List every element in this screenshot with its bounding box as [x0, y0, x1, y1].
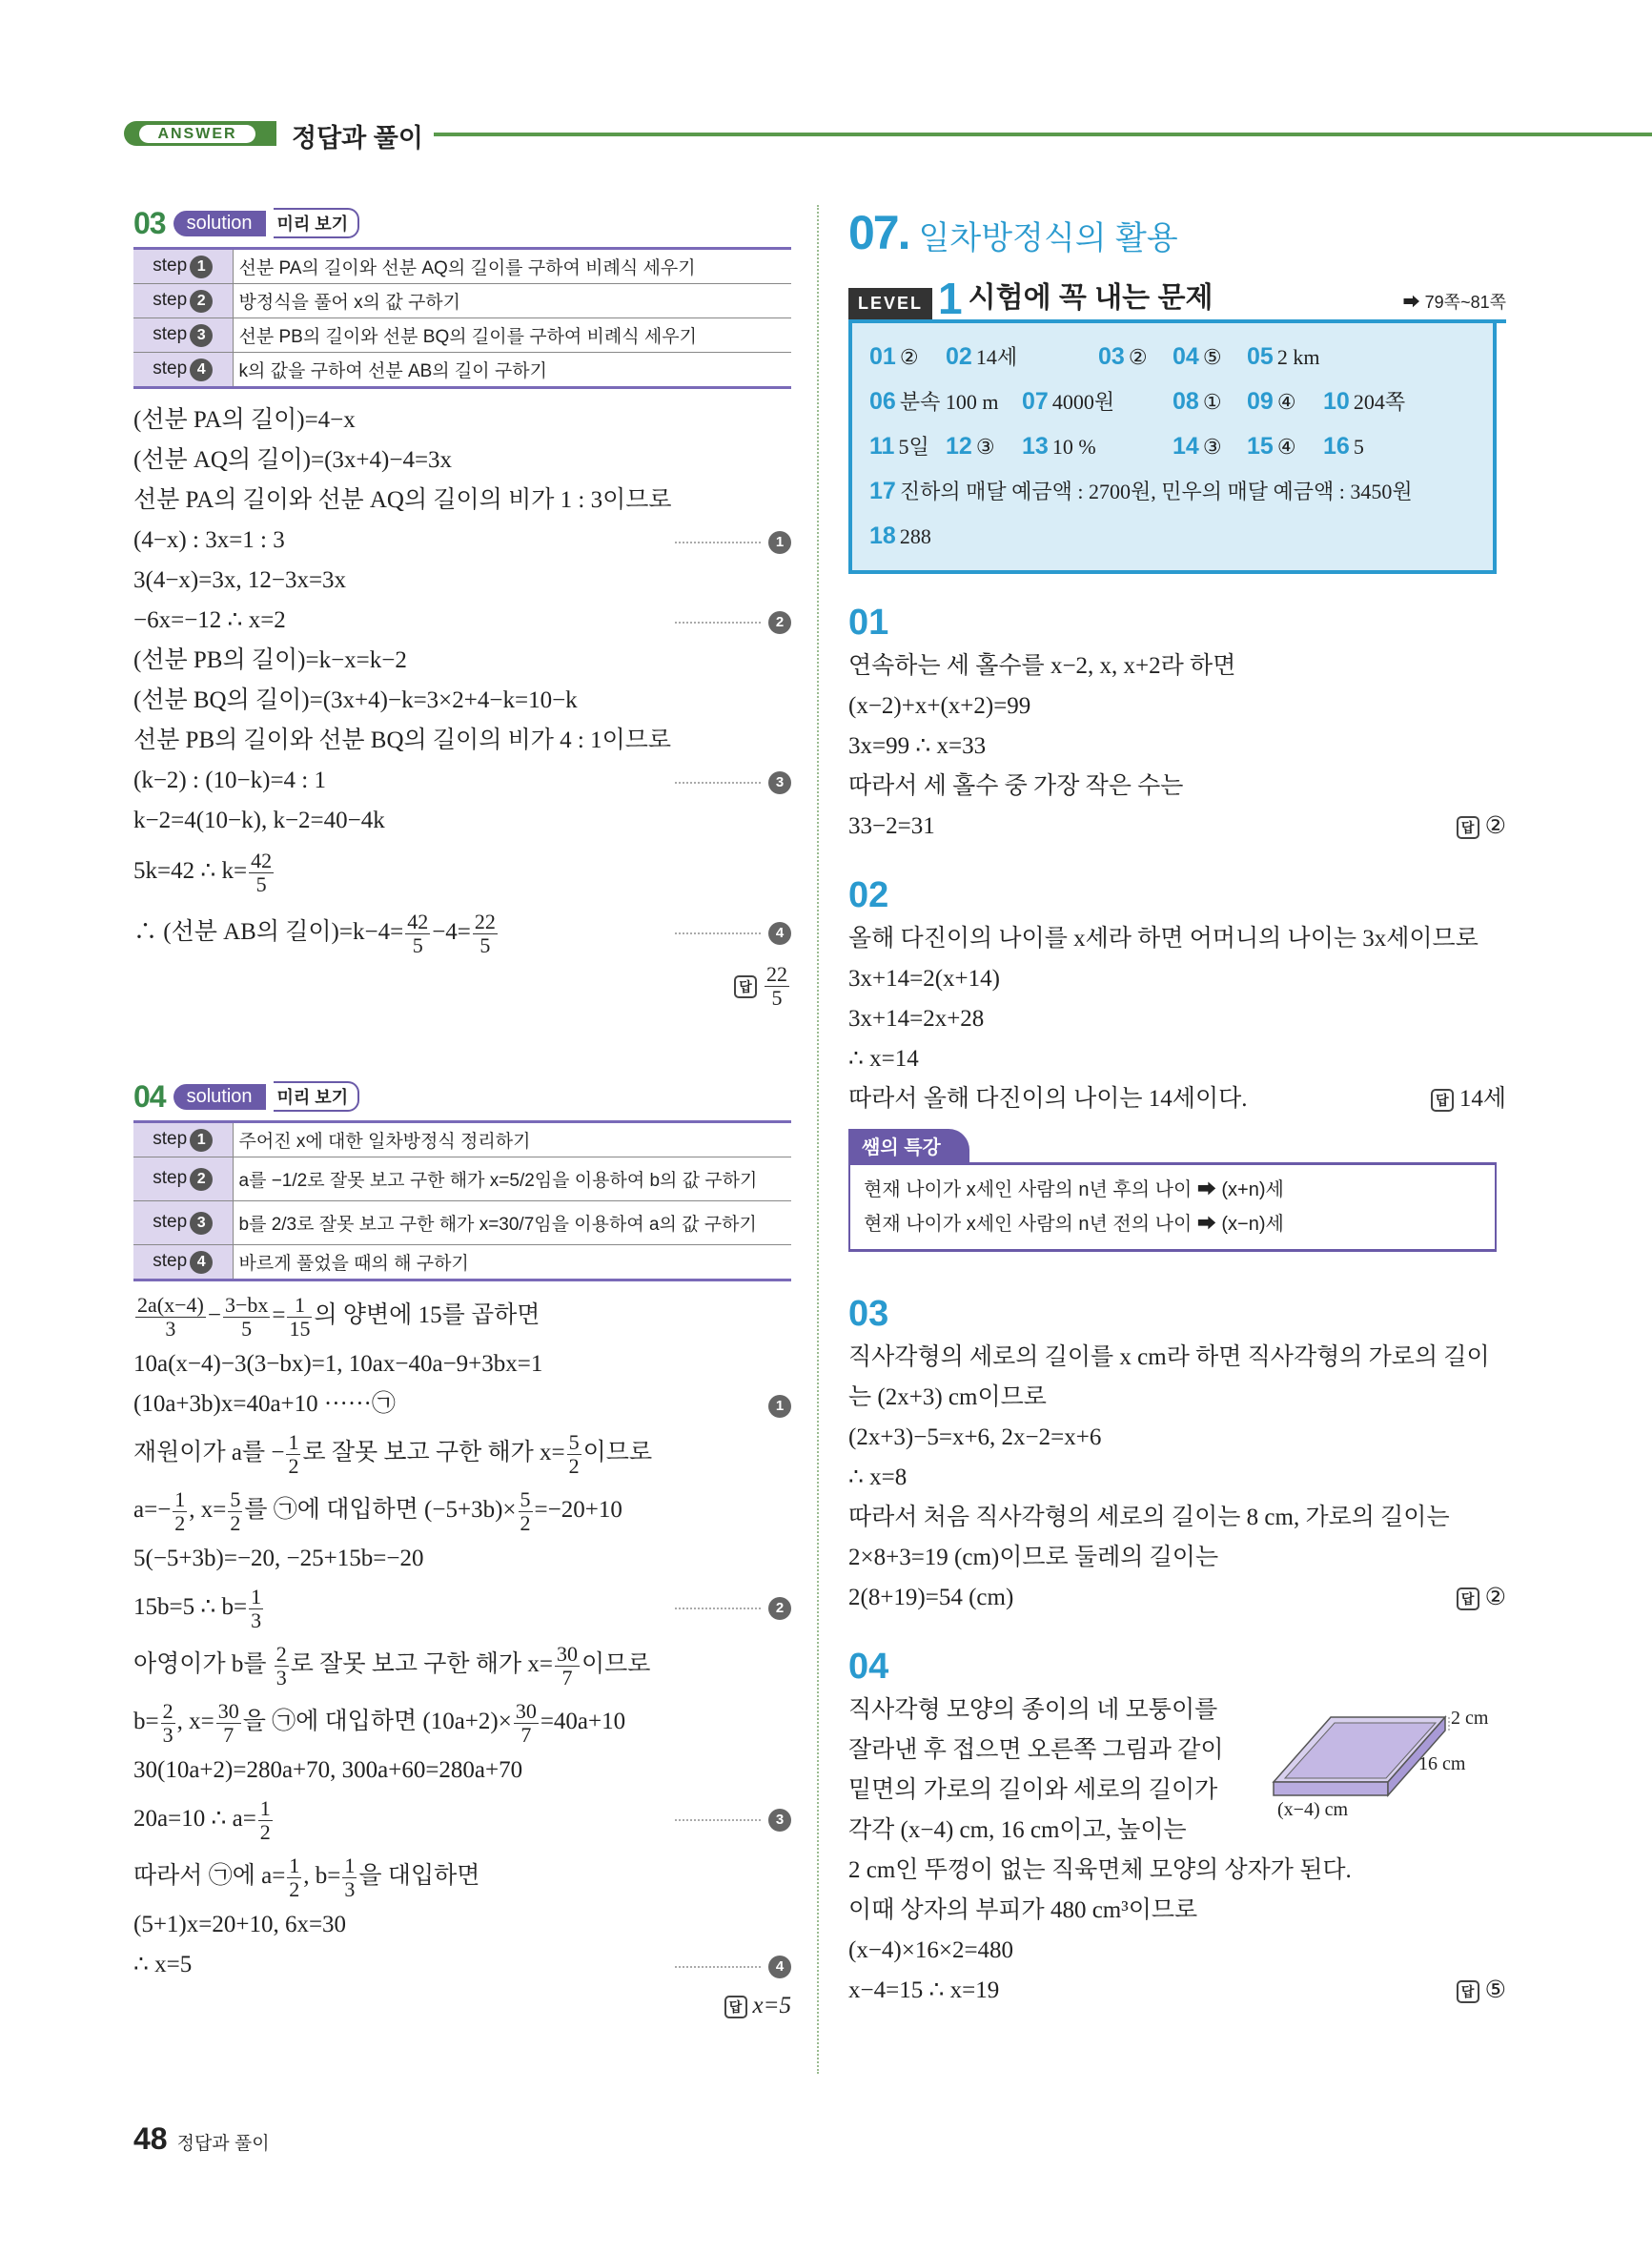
- step-row: [133, 318, 791, 353]
- tip-content: [848, 1162, 1497, 1252]
- preview-label: 미리 보기: [274, 1081, 360, 1112]
- header-title: 정답과 풀이: [292, 124, 423, 153]
- answer-item: 01 ②: [869, 343, 919, 370]
- solution-line: (선분 BQ의 길이)=(3x+4)−k=3×2+4−k=10−k: [133, 687, 578, 713]
- solution-line: ∴ x=8: [848, 1464, 908, 1490]
- answer-item: 14 ③: [1173, 433, 1222, 460]
- solution-line: 5k=42 ∴ k= $\frac{42}{5}$: [133, 848, 273, 896]
- page-footer: [133, 2121, 270, 2157]
- solution-line: (5+1)x=20+10, 6x=30: [133, 1912, 347, 1937]
- answer-item: 11 5일: [869, 433, 929, 460]
- solution-line: 2×8+3=19 (cm)이므로 둘레의 길이는: [848, 1545, 1219, 1570]
- right-column: [848, 205, 1506, 2011]
- answer-item: 04 ⑤: [1173, 343, 1222, 370]
- solution-line: 밑면의 가로의 길이와 세로의 길이가: [848, 1777, 1218, 1803]
- answer-row: [869, 424, 1476, 469]
- solution-line: a=− $\frac{1}{2}$ , x= $\frac{5}{2}$ 를 ㉠에 대입하면 (−5+3b)× $\frac{5}{2}$ =−20+10: [133, 1486, 622, 1535]
- solution-body: [133, 400, 791, 1010]
- answer-tab: [124, 121, 276, 146]
- step-row: [133, 1157, 791, 1201]
- level-title: 시험에 꼭 내는 문제: [968, 282, 1214, 314]
- solution-line: 직사각형 모양의 종이의 네 모퉁이를: [848, 1697, 1218, 1723]
- problem-number: 03: [848, 1294, 889, 1334]
- step-text: 바르게 풀었을 때의 해 구하기: [233, 1245, 791, 1280]
- solution-line: 올해 다진이의 나이를 x세라 하면 어머니의 나이는 3x세이므로: [848, 926, 1479, 952]
- answer-item: 16 5: [1323, 433, 1364, 460]
- answer-item: 07 4000원: [1022, 388, 1115, 415]
- preview-label: 미리 보기: [274, 208, 360, 238]
- solution-line: 2(8+19)=54 (cm) 답 ②: [848, 1578, 1506, 1618]
- height-label: 2 cm: [1451, 1708, 1489, 1729]
- solution-line: 는 (2x+3) cm이므로: [848, 1384, 1047, 1410]
- step-marker: 1: [768, 1395, 791, 1418]
- answer-icon: 답: [1431, 1089, 1454, 1112]
- step-label: step 2: [133, 284, 233, 318]
- solution-line: (2x+3)−5=x+6, 2x−2=x+6: [848, 1424, 1102, 1450]
- tip-line: 현재 나이가 x세인 사람의 n년 전의 나이 ➡ (x−n)세: [864, 1214, 1284, 1235]
- solution-line: 15b=5 ∴ b= $\frac{1}{3}$ 2: [133, 1579, 791, 1636]
- step-label: step 2: [133, 1157, 233, 1201]
- step-row: [133, 1122, 791, 1157]
- answer-item: 03 ②: [1098, 343, 1148, 370]
- solution-line: x−4=15 ∴ x=19 답 ⑤: [848, 1971, 1506, 2011]
- solution-line: 20a=10 ∴ a= $\frac{1}{2}$ 3: [133, 1791, 791, 1848]
- page-range: ➡ 79쪽~81쪽: [1402, 293, 1506, 312]
- step-label: step 3: [133, 1201, 233, 1245]
- column-divider: [817, 205, 819, 2074]
- answer-item: 08 ①: [1173, 388, 1222, 415]
- answer-icon: 답: [1457, 1587, 1479, 1610]
- solution-line: 잘라낸 후 접으면 오른쪽 그림과 같이: [848, 1737, 1224, 1763]
- tip-tag: 쌤의 특강: [848, 1129, 969, 1162]
- solution-line: 따라서 세 홀수 중 가장 작은 수는: [848, 773, 1184, 799]
- solution-line: 2 cm인 뚜껑이 없는 직육면체 모양의 상자가 된다.: [848, 1857, 1352, 1883]
- solution-line: (x−4)×16×2=480: [848, 1937, 1014, 1963]
- chapter-title: 07. 일차방정식의 활용: [848, 206, 1178, 259]
- solution-line: 3x+14=2x+28: [848, 1006, 985, 1032]
- answer-item: 17 진하의 매달 예금액 : 2700원, 민우의 매달 예금액 : 3450원: [869, 478, 1413, 504]
- solution-header: [133, 1078, 791, 1115]
- step-label: step 4: [133, 353, 233, 388]
- solution-line: 따라서 처음 직사각형의 세로의 길이는 8 cm, 가로의 길이는: [848, 1505, 1450, 1530]
- final-answer: 답 $\frac{22}{5}$: [133, 963, 791, 1010]
- final-answer: 답 14세: [1431, 1079, 1506, 1119]
- fraction: $\frac{42}{5}$: [251, 848, 273, 896]
- solution-line: (선분 PA의 길이)=4−x: [133, 407, 356, 433]
- answer-icon: 답: [1457, 1980, 1479, 2003]
- solution-line: ∴ x=5 4: [133, 1945, 791, 1985]
- solution-header: [133, 205, 791, 241]
- solution-line: 30(10a+2)=280a+70, 300a+60=280a+70: [133, 1757, 523, 1783]
- solution-line: 10a(x−4)−3(3−bx)=1, 10ax−40a−9+3bx=1: [133, 1351, 543, 1377]
- step-marker: 2: [768, 611, 791, 634]
- solution-line: (선분 PB의 길이)=k−x=k−2: [133, 647, 407, 673]
- step-label: step 1: [133, 249, 233, 284]
- answer-key-box: [848, 323, 1497, 574]
- level-header: [848, 274, 1506, 323]
- problem-02: [848, 871, 1506, 1252]
- step-marker: 3: [768, 1809, 791, 1832]
- solution-line: 따라서 올해 다진이의 나이는 14세이다. 답 14세: [848, 1079, 1506, 1119]
- solution-line: k−2=4(10−k), k−2=40−4k: [133, 808, 385, 833]
- step-text: 방정식을 풀어 x의 값 구하기: [233, 284, 791, 318]
- solution-line: 따라서 ㉠에 a= $\frac{1}{2}$ , b= $\frac{1}{3}$ 을 대입하면: [133, 1853, 480, 1901]
- step-text: a를 −1/2로 잘못 보고 구한 해가 x=5/2임을 이용하여 b의 값 구하기: [233, 1157, 791, 1201]
- answer-icon: 답: [734, 975, 757, 998]
- answer-icon: 답: [724, 1996, 747, 2018]
- solution-line: (x−2)+x+(x+2)=99: [848, 693, 1031, 719]
- footer-title: 정답과 풀이: [176, 2134, 270, 2154]
- answer-row: [869, 514, 1476, 559]
- step-marker: 2: [768, 1597, 791, 1620]
- step-row: [133, 1245, 791, 1280]
- problem-04: [848, 1643, 1506, 2011]
- step-label: step 1: [133, 1122, 233, 1157]
- answer-icon: 답: [1457, 816, 1479, 839]
- answer-row: [869, 335, 1476, 379]
- solution-line: 아영이가 b를 $\frac{2}{3}$ 로 잘못 보고 구한 해가 x= $\frac{30}{7}$ 이므로: [133, 1641, 651, 1690]
- answer-tag: ANSWER: [139, 125, 255, 143]
- solution-line: 5(−5+3b)=−20, −25+15b=−20: [133, 1546, 424, 1571]
- page-header: [124, 117, 1652, 153]
- solution-line: ∴ x=14: [848, 1046, 919, 1072]
- solution-pill: solution: [173, 211, 266, 236]
- solution-line: −6x=−12 ∴ x=2 2: [133, 601, 791, 641]
- fraction: $\frac{22}{5}$: [474, 909, 496, 957]
- answer-item: 15 ④: [1247, 433, 1296, 460]
- answer-row: [869, 379, 1476, 424]
- step-text: k의 값을 구하여 선분 AB의 길이 구하기: [233, 353, 791, 388]
- width-label: (x−4) cm: [1277, 1799, 1349, 1820]
- problem-number: 04: [848, 1647, 889, 1687]
- solution-line: $\frac{2a(x-4)}{3}$ − $\frac{3-bx}{5}$ = $\frac{1}{15}$ 의 양변에 15를 곱하면: [137, 1292, 540, 1341]
- step-row: [133, 1201, 791, 1245]
- answer-item: 18 288: [869, 522, 931, 549]
- solution-line: 재원이가 a를 − $\frac{1}{2}$ 로 잘못 보고 구한 해가 x= $\frac{5}{2}$ 이므로: [133, 1429, 653, 1478]
- answer-item: 10 204쪽: [1323, 388, 1406, 415]
- answer-item: 02 14세: [946, 343, 1018, 370]
- solution-number: 04: [133, 1078, 166, 1114]
- solution-line: ∴ (선분 AB의 길이)=k−4= $\frac{42}{5}$ −4= $\frac{22}{5}$ 4: [133, 902, 791, 963]
- answer-item: 05 2 km: [1247, 343, 1320, 370]
- solution-pill: solution: [173, 1084, 266, 1110]
- step-text: 선분 PB의 길이와 선분 BQ의 길이를 구하여 비례식 세우기: [233, 318, 791, 353]
- solution-line: 연속하는 세 홀수를 x−2, x, x+2라 하면: [848, 653, 1236, 679]
- answer-item: 13 10 %: [1022, 433, 1096, 460]
- step-table: [133, 247, 791, 389]
- solution-line: 선분 PB의 길이와 선분 BQ의 길이의 비가 4 : 1이므로: [133, 727, 672, 753]
- problem-01: [848, 599, 1506, 847]
- solution-line: 3x=99 ∴ x=33: [848, 733, 987, 759]
- level-tag: LEVEL: [848, 288, 932, 319]
- step-text: 선분 PA의 길이와 선분 AQ의 길이를 구하여 비례식 세우기: [233, 249, 791, 284]
- final-answer: 답 ②: [1457, 807, 1506, 847]
- header-rule: [434, 133, 1652, 136]
- final-answer: 답 x=5: [133, 1985, 791, 2027]
- solution-line: (선분 AQ의 길이)=(3x+4)−4=3x: [133, 447, 453, 473]
- fraction: $\frac{42}{5}$: [407, 909, 429, 957]
- step-row: [133, 353, 791, 388]
- step-row: [133, 284, 791, 318]
- depth-label: 16 cm: [1418, 1753, 1466, 1774]
- step-marker: 4: [768, 1956, 791, 1978]
- box-figure: [1268, 1700, 1506, 1824]
- left-column: [133, 205, 791, 2027]
- step-table: [133, 1120, 791, 1281]
- solution-line: 이때 상자의 부피가 480 cm³이므로: [848, 1897, 1198, 1923]
- solution-line: 3x+14=2(x+14): [848, 966, 1000, 992]
- answer-row: [869, 469, 1476, 514]
- solution-number: 03: [133, 205, 166, 240]
- solution-body: [133, 1287, 791, 2027]
- level-number: 1: [938, 274, 963, 323]
- solution-line: 33−2=31 답 ②: [848, 807, 1506, 847]
- step-text: 주어진 x에 대한 일차방정식 정리하기: [233, 1122, 791, 1157]
- step-label: step 4: [133, 1245, 233, 1280]
- step-marker: 3: [768, 771, 791, 794]
- problem-number: 02: [848, 875, 889, 915]
- tip-box: [848, 1129, 1497, 1252]
- step-marker: 1: [768, 531, 791, 554]
- solution-line: (4−x) : 3x=1 : 3 1: [133, 521, 791, 561]
- solution-line: b= $\frac{2}{3}$ , x= $\frac{30}{7}$ 을 ㉠에 대입하면 (10a+2)× $\frac{30}{7}$ =40a+10: [133, 1698, 626, 1747]
- answer-item: 06 분속 100 m: [869, 388, 999, 415]
- problem-03: [848, 1290, 1506, 1618]
- step-label: step 3: [133, 318, 233, 353]
- step-marker: 4: [768, 922, 791, 945]
- solution-03: [133, 205, 791, 1010]
- problem-number: 01: [848, 603, 889, 643]
- answer-item: 09 ④: [1247, 388, 1296, 415]
- step-row: [133, 249, 791, 284]
- solution-line: 선분 PA의 길이와 선분 AQ의 길이의 비가 1 : 3이므로: [133, 487, 672, 513]
- solution-04: [133, 1078, 791, 2027]
- final-answer: 답 ⑤: [1457, 1971, 1506, 2011]
- solution-line: 각각 (x−4) cm, 16 cm이고, 높이는: [848, 1817, 1187, 1843]
- solution-line: (10a+3b)x=40a+10 ······㉠ 1: [133, 1384, 791, 1424]
- answer-item: 12 ③: [946, 433, 995, 460]
- solution-line: (k−2) : (10−k)=4 : 1 3: [133, 761, 791, 801]
- solution-line: 직사각형의 세로의 길이를 x cm라 하면 직사각형의 가로의 길이: [848, 1344, 1490, 1370]
- tip-line: 현재 나이가 x세인 사람의 n년 후의 나이 ➡ (x+n)세: [864, 1179, 1284, 1200]
- step-text: b를 2/3로 잘못 보고 구한 해가 x=30/7임을 이용하여 a의 값 구하기: [233, 1201, 791, 1245]
- page-number: 48: [133, 2121, 168, 2156]
- solution-line: 3(4−x)=3x, 12−3x=3x: [133, 567, 347, 593]
- final-answer: 답 ②: [1457, 1578, 1506, 1618]
